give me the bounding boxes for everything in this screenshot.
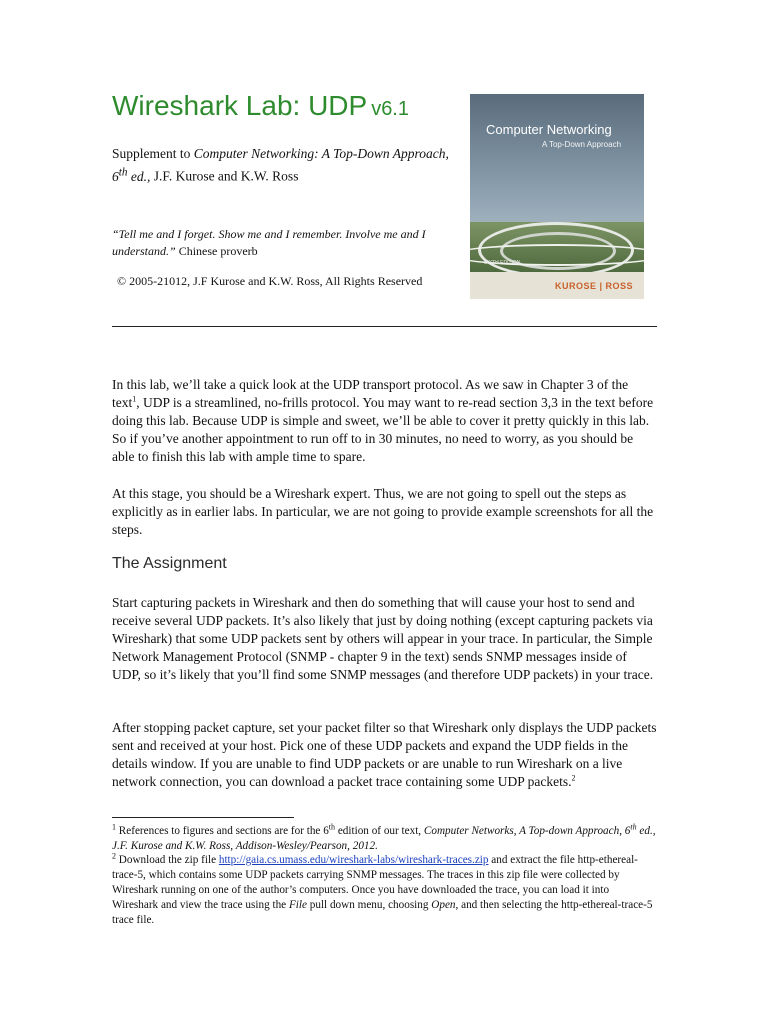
cover-title: Computer Networking	[486, 122, 612, 137]
section-heading: The Assignment	[112, 555, 227, 572]
footnote-1-book-sup: th	[630, 822, 637, 832]
supplement-prefix: Supplement to	[112, 146, 194, 161]
footnote-ref-2[interactable]: 2	[571, 773, 576, 783]
quote	[112, 226, 457, 260]
footnote-2-open-item: Open	[431, 899, 456, 911]
footnote-ref-1[interactable]: 1	[132, 394, 137, 404]
footnote-2-text-d: , and then selecting the http-ethereal-trace-5 trace file.	[112, 899, 653, 926]
footnote-2-text-c: pull down menu, choosing	[306, 899, 432, 911]
book-cover-image	[470, 94, 644, 299]
intro-text-b: , UDP is a streamlined, no-frills protocol. You may want to re-read section 3,3 in the text before doing this lab. Because UDP is simple and sweet, we’ll be able to cover it pretty quickly in this lab. So if you’ve another appointment to run off to in 30 minutes, no need to worry, as you should be able to finish this lab with ample time to spare.	[112, 395, 654, 464]
copyright-notice: © 2005-21012, J.F Kurose and K.W. Ross, All Rights Reserved	[117, 274, 423, 288]
title-version: v6.1	[371, 98, 409, 120]
footnote-2-text-a: Download the zip file	[116, 854, 219, 866]
cover-edition: SIXTH EDITION	[484, 260, 521, 266]
supplement-book-title: Computer Networking: A Top-Down Approach, 6	[112, 146, 449, 184]
footnote-2-text-b: and extract the file http-ethereal-trace-5, which contains some UDP packets carrying SNMP messages. The traces in this zip file were collected by Wireshark running on one of the author’s computers. Once you have downloaded the trace, you can load it into Wireshark and view the trace using the	[112, 854, 638, 911]
cover-sky	[470, 94, 644, 234]
footnote-2	[112, 853, 657, 928]
quote-attribution: Chinese proverb	[175, 244, 258, 258]
footnote-2-mark: 2	[112, 851, 116, 861]
footnote-1-text-a: References to figures and sections are for the 6	[116, 825, 329, 837]
header-divider	[112, 326, 657, 327]
expert-paragraph: At this stage, you should be a Wireshark expert. Thus, we are not going to spell out the steps as explicitly as in earlier labs. In particular, we are not going to provide example screenshots for all the steps.	[112, 486, 654, 537]
supplement-edition-suffix: ed.,	[127, 168, 151, 184]
intro-paragraph	[112, 376, 657, 466]
footnote-1	[112, 824, 657, 854]
footnote-1-sup: th	[328, 822, 336, 832]
supplement-edition-sup: th	[118, 166, 128, 178]
quote-text: “Tell me and I forget. Show me and I remember. Involve me and I understand.”	[112, 227, 426, 258]
capture-paragraph: Start capturing packets in Wireshark and then do something that will cause your host to send and receive several UDP packets. It’s also likely that just by doing nothing (except capturing packets via Wireshark) that some UDP packets sent by others will appear in your trace. In particular, the Simple Network Management Protocol (SNMP - chapter 9 in the text) sends SNMP messages inside of UDP, so it’s likely that you’ll find some SNMP messages (and therefore UDP packets) in your trace.	[112, 595, 654, 682]
supplement-authors: J.F. Kurose and K.W. Ross	[150, 168, 299, 184]
filter-text: After stopping packet capture, set your packet filter so that Wireshark only displays the UDP packets sent and received at your host. Pick one of these UDP packets and expand the UDP fields in the details window. If you are unable to find UDP packets or are unable to run Wireshark on a live network connection, you can download a packet trace containing some UDP packets.	[112, 720, 657, 789]
document-title	[112, 90, 409, 122]
footnote-divider	[112, 817, 294, 818]
footnote-2-file-menu: File	[288, 899, 307, 911]
footnote-1-text-b: edition of our text,	[335, 825, 424, 837]
traces-zip-link[interactable]: http://gaia.cs.umass.edu/wireshark-labs/wireshark-traces.zip	[218, 854, 489, 866]
cover-authors: KUROSE | ROSS	[555, 281, 634, 291]
cover-subtitle: A Top-Down Approach	[542, 140, 622, 149]
footnote-1-mark: 1	[112, 822, 116, 832]
supplement-line	[112, 145, 452, 186]
filter-paragraph	[112, 719, 657, 791]
intro-text-a: In this lab, we’ll take a quick look at the UDP transport protocol. As we saw in Chapter 3 of the text	[112, 377, 629, 410]
footnote-1-book-b: ed., J.F. Kurose and K.W. Ross, Addison-Wesley/Pearson, 2012.	[112, 825, 656, 852]
title-main: Wireshark Lab: UDP	[112, 90, 368, 121]
footnote-1-book-a: Computer Networks, A Top-down Approach, 6	[423, 825, 631, 837]
